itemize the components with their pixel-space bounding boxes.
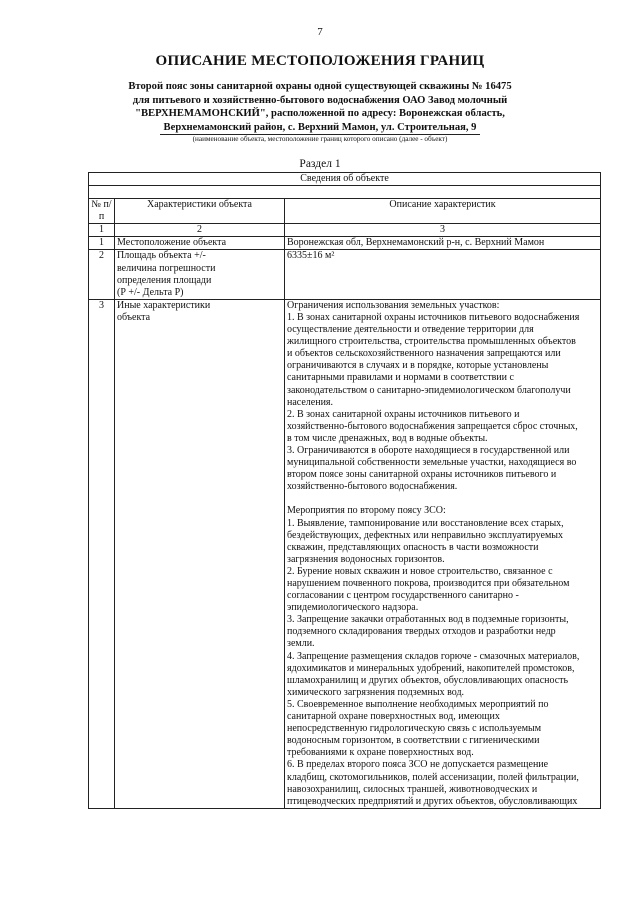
text-line: водоносным горизонтом, в соответствии с гигиеническими bbox=[287, 735, 540, 747]
table-row bbox=[89, 237, 601, 250]
text-line: согласовании с центром государственного санитарно - bbox=[287, 590, 519, 602]
row-characteristic bbox=[115, 299, 285, 808]
text-line: в том числе дренажных, вод в водные объекты. bbox=[287, 432, 488, 444]
text-line: шламохранилищ и других объектов, обусловливающих опасность bbox=[287, 674, 569, 686]
text-line: 3. Запрещение закачки отработанных вод в подземные горизонты, bbox=[287, 614, 569, 626]
text-line: загрязнения водоносных горизонтов. bbox=[287, 553, 445, 565]
text-line: 3. Ограничиваются в обороте находящиеся в государственной или bbox=[287, 444, 570, 456]
blank-cell bbox=[89, 186, 601, 199]
text-line: птицеводческих предприятий и других объектов, обусловливающих bbox=[287, 795, 578, 807]
page-number: 7 bbox=[317, 26, 323, 38]
object-description bbox=[95, 80, 545, 134]
subtitle-line: "ВЕРХНЕМАМОНСКИЙ", расположенной по адресу: Воронежская область, bbox=[135, 108, 505, 119]
column-number: 2 bbox=[115, 224, 285, 237]
row-number: 3 bbox=[89, 299, 115, 808]
table-row bbox=[89, 299, 601, 808]
text-line: ядохимикатов и минеральных удобрений, накопителей промстоков, bbox=[287, 662, 575, 674]
section-heading: Раздел 1 bbox=[299, 158, 341, 170]
column-number: 1 bbox=[89, 224, 115, 237]
text-line: Мероприятия по второму поясу ЗСО: bbox=[287, 505, 446, 517]
text-line: 1. В зонах санитарной охраны источников питьевого водоснабжения bbox=[287, 311, 580, 323]
text-line: Ограничения использования земельных участков: bbox=[287, 299, 500, 311]
text-line: 2. Бурение новых скважин и новое строительство, связанное с bbox=[287, 565, 553, 577]
subtitle-line: Второй пояс зоны санитарной охраны одной существующей скважины № 16475 bbox=[128, 81, 512, 92]
text-line: 4. Запрещение размещения складов горюче - смазочных материалов, bbox=[287, 650, 580, 662]
text-line: 5. Своевременное выполнение необходимых мероприятий по bbox=[287, 698, 549, 710]
text-line: нарушением почвенного покрова, производится при обязательном bbox=[287, 578, 570, 589]
text-line: населения. bbox=[287, 396, 334, 408]
text-line: земли. bbox=[287, 638, 315, 650]
text-line: Иные характеристики bbox=[117, 299, 211, 311]
text-line: эпидемиологического надзора. bbox=[287, 602, 419, 614]
text-line: 1. Выявление, тампонирование или восстановление всех старых, bbox=[287, 517, 564, 529]
header-characteristic: Характеристики объекта bbox=[115, 199, 285, 224]
text-line: навозохранилищ, силосных траншей, животноводческих и bbox=[287, 783, 538, 795]
text-line: определения площади bbox=[117, 274, 212, 286]
row-number: 1 bbox=[89, 237, 115, 250]
header-number: № п/п bbox=[89, 199, 115, 224]
table-row bbox=[89, 250, 601, 299]
column-number-row bbox=[89, 224, 601, 237]
table-caption: Сведения об объекте bbox=[89, 173, 601, 186]
text-line bbox=[287, 493, 598, 505]
text-line: санитарными правилами и нормами в соответствии с bbox=[287, 372, 514, 384]
text-line: ограничиваются в случаях и в порядке, которые установлены bbox=[287, 360, 549, 372]
text-line: требованиями к охране поверхностных вод. bbox=[287, 747, 474, 759]
text-line: объекта bbox=[117, 311, 151, 323]
text-line: муниципальной собственности земельные участки, находящиеся во bbox=[287, 457, 577, 469]
text-line: химического загрязнения подземных вод. bbox=[287, 686, 465, 698]
text-line: величина погрешности bbox=[117, 262, 216, 274]
text-line: хозяйственно-бытового водоснабжения. bbox=[287, 481, 458, 493]
header-description: Описание характеристик bbox=[285, 199, 601, 224]
row-description bbox=[285, 250, 601, 299]
text-line: Площадь объекта +/- bbox=[117, 250, 206, 262]
row-description bbox=[285, 237, 601, 250]
table-header-row bbox=[89, 199, 601, 224]
object-info-table bbox=[88, 172, 601, 809]
row-characteristic bbox=[115, 237, 285, 250]
blank-row bbox=[89, 186, 601, 199]
text-line: (Р +/- Дельта Р) bbox=[117, 286, 184, 298]
text-line: втором поясе зоны санитарной охраны источников питьевого и bbox=[287, 469, 557, 481]
text-line: и объектов сельскохозяйственного назначения запрещаются или bbox=[287, 348, 561, 360]
text-line: жилищного строительства, строительства промышленных объектов bbox=[287, 336, 576, 348]
text-line: 2. В зонах санитарной охраны источников питьевого и bbox=[287, 408, 520, 420]
column-number: 3 bbox=[285, 224, 601, 237]
subtitle-line: для питьевого и хозяйственно-бытового водоснабжения ОАО Завод молочный bbox=[132, 94, 508, 106]
row-characteristic bbox=[115, 250, 285, 299]
text-line: законодательством о санитарно-эпидемиологическом благополучи bbox=[287, 384, 571, 396]
row-description bbox=[285, 299, 601, 808]
subtitle-caption: (наименование объекта, местоположение границ которого описано (далее - объект) bbox=[192, 135, 448, 143]
text-line: 6. В пределах второго пояса ЗСО не допускается размещение bbox=[287, 759, 549, 771]
text-line: Воронежская обл, Верхнемамонский р-н, с. Верхний Мамон bbox=[287, 237, 545, 249]
row-number: 2 bbox=[89, 250, 115, 299]
text-line: 6335±16 м² bbox=[287, 250, 335, 262]
subtitle-line: Верхнемамонский район, с. Верхний Мамон, ул. Строительная, 9 bbox=[163, 121, 477, 133]
text-line: кладбищ, скотомогильников, полей ассенизации, полей фильтрации, bbox=[287, 771, 579, 783]
text-line: хозяйственно-бытового водоснабжения запрещается сброс сточных, bbox=[287, 420, 578, 432]
text-line: осуществление деятельности и отведение территории для bbox=[287, 324, 534, 336]
text-line: санитарной охране поверхностных вод, имеющих bbox=[287, 711, 500, 723]
text-line: бездействующих, дефектных или неправильно эксплуатируемых bbox=[287, 529, 564, 541]
text-line: подземного складирования твердых отходов и разработки недр bbox=[287, 626, 556, 638]
text-line: непосредственную гидрологическую связь с используемым bbox=[287, 723, 542, 735]
text-line: Местоположение объекта bbox=[117, 237, 227, 249]
document-title: ОПИСАНИЕ МЕСТОПОЛОЖЕНИЯ ГРАНИЦ bbox=[155, 53, 485, 69]
table-caption-row bbox=[89, 173, 601, 186]
text-line: скважин, представляющих опасность в части возможности bbox=[287, 541, 539, 553]
